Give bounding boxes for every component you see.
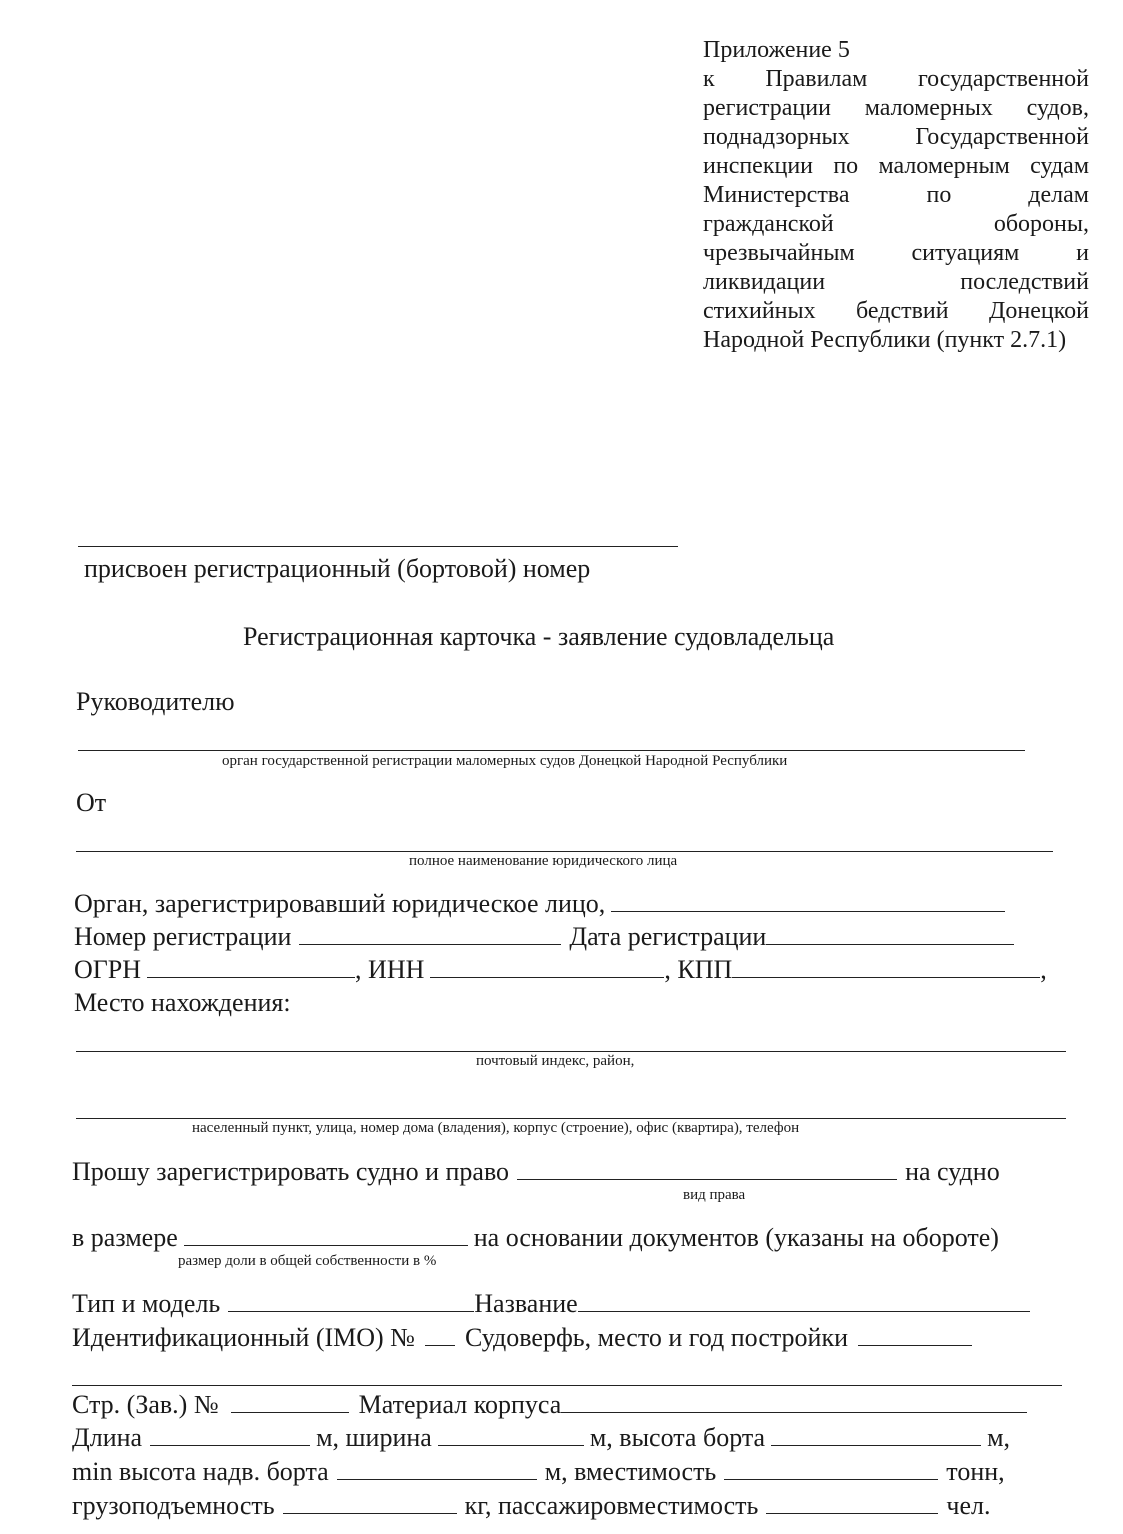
addressee-caption: орган государственной регистрации маломерных судов Донецкой Народной Республики [222, 753, 788, 769]
appendix-line [703, 65, 1089, 94]
serial-field[interactable] [231, 1390, 349, 1413]
organ-registered-field[interactable] [611, 889, 1005, 912]
from-field[interactable] [76, 851, 1053, 852]
appendix-word: по [833, 153, 859, 179]
load-row [72, 1491, 990, 1521]
capacity-label: м, вместимость [544, 1457, 717, 1486]
ogrn-label: ОГРН [74, 955, 142, 984]
right-type-caption: вид права [683, 1187, 746, 1203]
appendix-title: Приложение 5 [703, 37, 850, 63]
capacity-field[interactable] [724, 1457, 938, 1480]
address-field-1[interactable] [76, 1051, 1066, 1052]
passengers-field[interactable] [766, 1491, 938, 1514]
kpp-comma: , [1040, 955, 1047, 984]
appendix-block [703, 36, 1089, 355]
appendix-word: Донецкой [989, 298, 1089, 324]
vessel-name-field[interactable] [578, 1289, 1030, 1312]
width-field[interactable] [438, 1423, 584, 1446]
page-title: Регистрационная карточка - заявление судовладельца [243, 622, 835, 651]
from-label: От [76, 788, 107, 817]
appendix-lines [703, 65, 1089, 326]
addressee-field[interactable] [78, 750, 1025, 751]
location-label: Место нахождения: [74, 988, 291, 1017]
ogrn-field[interactable] [147, 955, 355, 978]
type-model-field[interactable] [228, 1289, 474, 1312]
inn-label: , ИНН [355, 955, 425, 984]
length-label: Длина [72, 1423, 143, 1452]
ogrn-row [74, 955, 1047, 985]
appendix-word: Министерства [703, 182, 850, 208]
appendix-word: судам [1030, 153, 1089, 179]
appendix-word: инспекции [703, 153, 814, 179]
appendix-word: гражданской [703, 211, 834, 237]
appendix-word: судов, [1026, 95, 1089, 121]
reg-number-field[interactable] [78, 546, 678, 547]
appendix-word: делам [1028, 182, 1089, 208]
request-label-end: на судно [905, 1157, 1000, 1186]
from-caption: полное наименование юридического лица [409, 853, 678, 869]
share-caption: размер доли в общей собственности в % [178, 1253, 437, 1269]
load-field[interactable] [283, 1491, 457, 1514]
serial-row [72, 1390, 1027, 1420]
shipyard-field[interactable] [858, 1323, 972, 1346]
reg-date-field[interactable] [766, 922, 1014, 945]
shipyard-label: Судоверфь, место и год постройки [465, 1323, 849, 1352]
hull-field[interactable] [561, 1390, 1027, 1413]
reg-num-field[interactable] [299, 922, 561, 945]
type-model-label: Тип и модель [72, 1289, 221, 1318]
length-field[interactable] [150, 1423, 310, 1446]
height-field[interactable] [771, 1423, 981, 1446]
addressee-label: Руководителю [76, 687, 235, 716]
dimensions-row [72, 1423, 1010, 1453]
passengers-label: кг, пассажировместимость [464, 1491, 759, 1520]
share-row [72, 1223, 999, 1253]
kpp-field[interactable] [732, 955, 1040, 978]
appendix-word: маломерным [878, 153, 1010, 179]
width-label: м, ширина [316, 1423, 432, 1452]
kpp-label: , КПП [664, 955, 733, 984]
shipyard-field-2[interactable] [72, 1385, 1062, 1386]
inn-field[interactable] [430, 955, 664, 978]
imo-label: Идентификационный (IMO) № [72, 1323, 415, 1352]
registration-row [74, 922, 1014, 952]
appendix-word: ситуациям [911, 240, 1020, 266]
appendix-word: государственной [917, 66, 1089, 92]
appendix-line [703, 152, 1089, 181]
appendix-line [703, 297, 1089, 326]
share-label: в размере [72, 1223, 178, 1252]
load-label: грузоподъемность [72, 1491, 275, 1520]
appendix-line [703, 268, 1089, 297]
serial-label: Стр. (Зав.) № [72, 1390, 219, 1419]
request-row [72, 1157, 1000, 1187]
imo-field[interactable] [425, 1323, 455, 1346]
appendix-word: чрезвычайным [703, 240, 855, 266]
appendix-word: поднадзорных [703, 124, 850, 150]
appendix-word: Правилам [765, 66, 868, 92]
address-field-2[interactable] [76, 1118, 1066, 1119]
appendix-word: регистрации [703, 95, 831, 121]
appendix-word: стихийных [703, 298, 816, 324]
height-unit: м, [987, 1423, 1011, 1452]
right-type-field[interactable] [517, 1157, 897, 1180]
height-label: м, высота борта [589, 1423, 766, 1452]
address-caption-2: населенный пункт, улица, номер дома (владения), корпус (строение), офис (квартира), телефон [192, 1120, 800, 1136]
appendix-word: Государственной [915, 124, 1089, 150]
appendix-line [703, 239, 1089, 268]
capacity-row [72, 1457, 1005, 1487]
appendix-line [703, 181, 1089, 210]
reg-number-label: присвоен регистрационный (бортовой) номер [84, 554, 591, 583]
passengers-unit: чел. [946, 1491, 991, 1520]
address-caption-1: почтовый индекс, район, [476, 1053, 635, 1069]
share-field[interactable] [184, 1223, 468, 1246]
vessel-name-label: Название [474, 1289, 578, 1318]
imo-row [72, 1323, 972, 1353]
appendix-word: бедствий [856, 298, 949, 324]
hull-label: Материал корпуса [358, 1390, 562, 1419]
reg-date-label: Дата регистрации [569, 922, 767, 951]
min-freeboard-label: min высота надв. борта [72, 1457, 329, 1486]
appendix-word: и [1076, 240, 1089, 266]
appendix-line [703, 210, 1089, 239]
appendix-line [703, 123, 1089, 152]
appendix-word: ликвидации [703, 269, 826, 295]
type-row [72, 1289, 1030, 1319]
appendix-line [703, 94, 1089, 123]
appendix-word: последствий [960, 269, 1089, 295]
appendix-last-line: Народной Республики (пункт 2.7.1) [703, 327, 1067, 353]
appendix-word: по [926, 182, 952, 208]
organ-registered-label: Орган, зарегистрировавший юридическое лицо, [74, 889, 606, 918]
reg-num-label: Номер регистрации [74, 922, 292, 951]
capacity-unit: тонн, [946, 1457, 1005, 1486]
appendix-word: обороны, [993, 211, 1089, 237]
min-freeboard-field[interactable] [337, 1457, 537, 1480]
request-label: Прошу зарегистрировать судно и право [72, 1157, 510, 1186]
appendix-word: к [703, 66, 715, 92]
organ-registered-row [74, 889, 1005, 919]
appendix-word: маломерных [864, 95, 993, 121]
share-label-end: на основании документов (указаны на обороте) [473, 1223, 999, 1252]
